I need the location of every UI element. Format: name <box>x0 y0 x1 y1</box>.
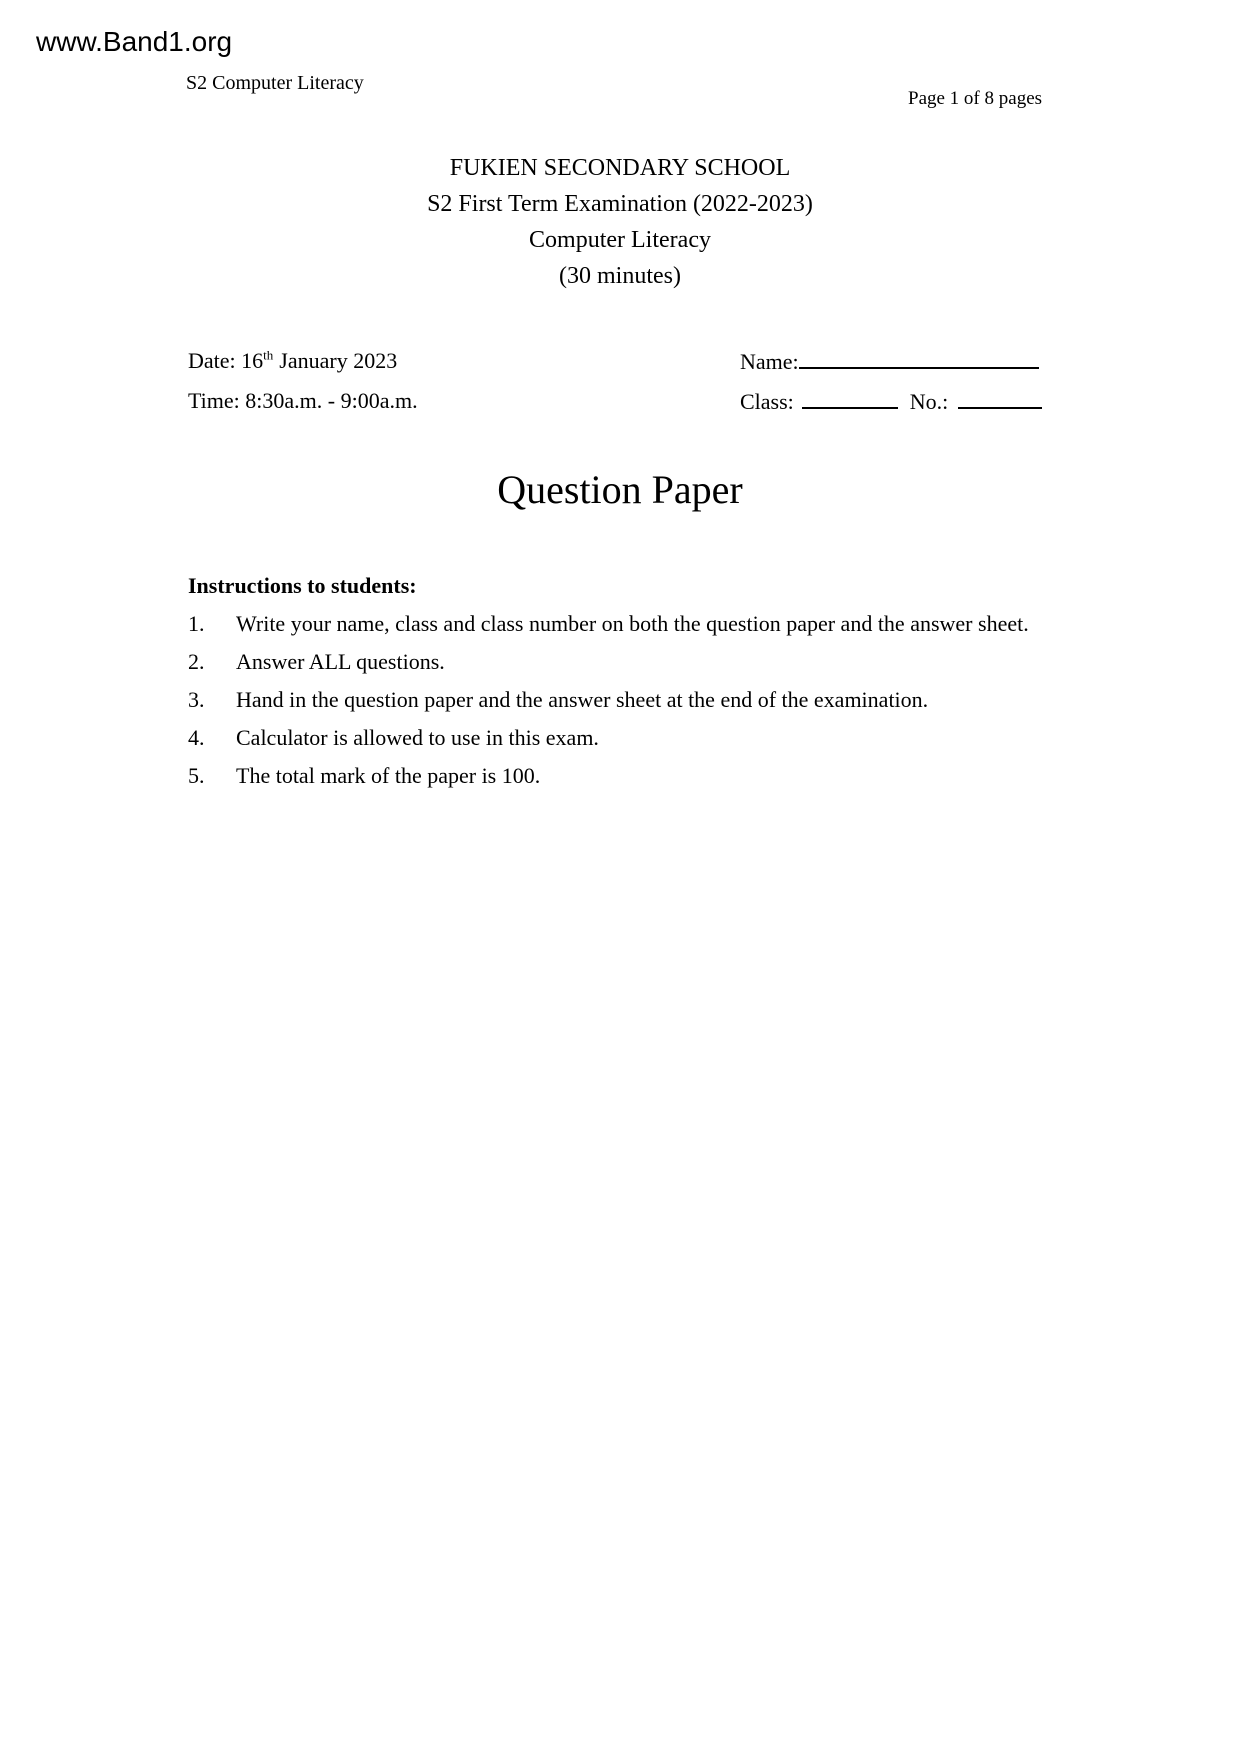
exam-duration: (30 minutes) <box>559 263 681 289</box>
exam-title: S2 First Term Examination (2022-2023) <box>427 191 813 217</box>
instruction-item <box>188 757 1068 795</box>
name-blank-line <box>799 348 1039 369</box>
instruction-number: 2. <box>188 649 205 674</box>
page-number-indicator: Page 1 of 8 pages <box>908 88 1043 109</box>
date-ordinal-superscript: th <box>263 347 274 363</box>
instruction-item <box>188 719 1068 757</box>
class-no-row <box>740 388 1042 415</box>
school-name: FUKIEN SECONDARY SCHOOL <box>449 155 791 181</box>
class-blank-line <box>802 388 898 409</box>
instructions-list <box>188 605 1068 795</box>
instruction-item <box>188 605 1068 643</box>
instruction-item <box>188 681 1068 719</box>
instruction-item <box>188 643 1068 681</box>
instructions-section <box>188 567 1068 795</box>
instruction-text: Write your name, class and class number on both the question paper and the answer sheet. <box>236 611 1029 636</box>
instruction-number: 3. <box>188 687 205 712</box>
subject-name: Computer Literacy <box>529 227 711 253</box>
time-value: Time: 8:30a.m. - 9:00a.m. <box>188 388 418 413</box>
time-row <box>188 388 418 414</box>
name-label: Name: <box>740 348 799 374</box>
name-row <box>740 348 1039 375</box>
no-label: No.: <box>909 388 949 414</box>
instruction-text: Calculator is allowed to use in this exam. <box>236 725 599 750</box>
date-value-suffix: January 2023 <box>279 348 398 373</box>
watermark-url: www.Band1.org <box>36 26 233 57</box>
document-title: Question Paper <box>497 467 743 512</box>
class-label: Class: <box>740 388 794 414</box>
instruction-text: The total mark of the paper is 100. <box>236 763 541 788</box>
instruction-number: 5. <box>188 763 205 788</box>
course-header: S2 Computer Literacy <box>186 72 364 94</box>
instruction-number: 4. <box>188 725 205 750</box>
instruction-text: Answer ALL questions. <box>236 649 445 674</box>
instruction-number: 1. <box>188 611 205 636</box>
exam-heading-block <box>0 150 1240 294</box>
date-value-prefix: Date: 16 <box>188 348 264 373</box>
instruction-text: Hand in the question paper and the answer sheet at the end of the examination. <box>236 687 929 712</box>
date-row <box>188 348 397 374</box>
instructions-heading: Instructions to students: <box>188 573 417 598</box>
no-blank-line <box>958 388 1042 409</box>
